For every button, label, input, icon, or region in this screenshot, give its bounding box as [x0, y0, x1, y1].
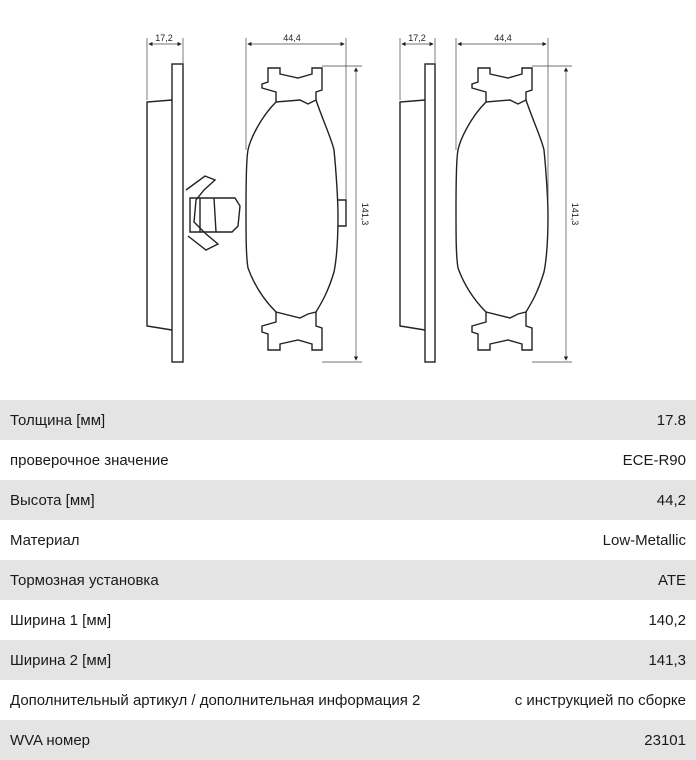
spec-row — [0, 480, 696, 520]
spec-value: 23101 — [644, 731, 686, 749]
spec-label: Толщина [мм] — [10, 411, 106, 429]
spec-label: Тормозная установка — [10, 571, 159, 589]
spec-row — [0, 400, 696, 440]
spec-label: Ширина 1 [мм] — [10, 611, 112, 629]
spec-label: WVA номер — [10, 731, 91, 749]
left-width-label: 44,4 — [283, 33, 301, 43]
right-width-label: 44,4 — [494, 33, 512, 43]
right-pad-assembly — [400, 64, 548, 362]
spec-label: Ширина 2 [мм] — [10, 651, 112, 669]
right-height-label: 141,3 — [570, 202, 580, 226]
spec-label: Материал — [10, 531, 80, 549]
right-thickness-label: 17,2 — [408, 33, 426, 43]
left-thickness-label: 17,2 — [155, 33, 173, 43]
spec-value: 140,2 — [648, 611, 686, 629]
spec-row — [0, 560, 696, 600]
left-height-label: 141,3 — [360, 202, 370, 226]
spec-label: Дополнительный артикул / дополнительная информация 2 — [10, 691, 421, 709]
spec-value: 17.8 — [656, 411, 686, 429]
spec-label: Высота [мм] — [10, 491, 95, 509]
spec-row — [0, 680, 696, 720]
spec-row — [0, 720, 696, 760]
spec-row — [0, 600, 696, 640]
spec-value: ATE — [657, 571, 686, 589]
spec-row — [0, 640, 696, 680]
spec-row — [0, 440, 696, 480]
spec-value: с инструкцией по сборке — [514, 691, 686, 709]
spec-value: ECE-R90 — [622, 451, 686, 469]
spec-row — [0, 520, 696, 560]
spec-value: Low-Metallic — [602, 531, 686, 549]
specs-table — [0, 400, 696, 760]
spec-value: 141,3 — [648, 651, 686, 669]
spec-value: 44,2 — [656, 491, 686, 509]
spec-label: проверочное значение — [10, 451, 169, 469]
left-pad-assembly — [147, 64, 346, 362]
